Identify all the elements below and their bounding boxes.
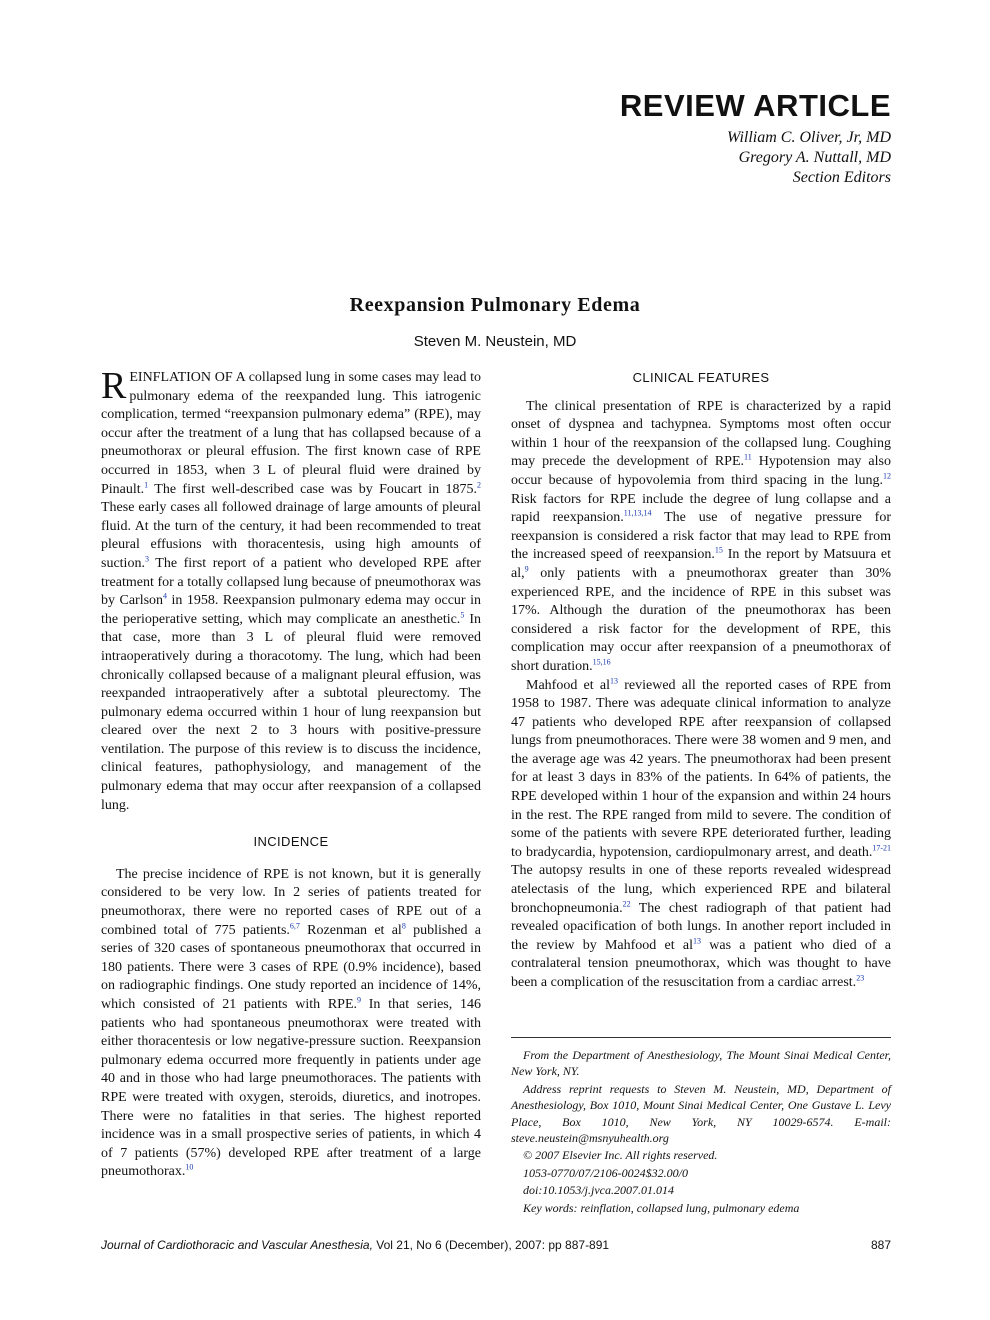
affiliation: From the Department of Anesthesiology, The Mount Sinai Medical Center, New York, NY. bbox=[511, 1048, 891, 1079]
issn: 1053-0770/07/2106-0024$32.00/0 bbox=[523, 1165, 688, 1180]
ref-link[interactable]: 11 bbox=[744, 452, 752, 462]
article-type: REVIEW ARTICLE bbox=[619, 88, 891, 123]
keywords: Key words: reinflation, collapsed lung, pulmonary edema bbox=[523, 1200, 800, 1215]
section-editor-2: Gregory A. Nuttall, MD bbox=[738, 149, 891, 166]
ref-link[interactable]: 15,16 bbox=[592, 657, 611, 667]
ref-link[interactable]: 5 bbox=[460, 610, 465, 620]
doi: doi:10.1053/j.jvca.2007.01.014 bbox=[523, 1183, 674, 1198]
ref-link[interactable]: 17-21 bbox=[872, 843, 891, 853]
intro-paragraph: REINFLATION OF A collapsed lung in some cases may lead to pulmonary edema of the reexpanded lung. This iatrogenic complication, termed “reexpansion pulmonary edema” (RPE), may occur after the treatment of a lung that has collapsed because of a pneumothorax or pleural effusion. The first known case of RPE occurred in 1853, when 3 L of pleural fluid were drained by Pinault.$^1$ The first well-described case was by Foucart in 1875.$^2$ These early cases all followed drainage of large amounts of pleural fluid. At the turn of the century, it had been recommended to treat pleural effusions with thoracentesis, using high amounts of suction.$^3$ The first report of a patient who developed RPE after treatment for a totally collapsed lung because of pneumothorax was by Carlson$^4$ in 1958. Reexpansion pulmonary edema may occur in the perioperative setting, which may complicate an anesthetic.$^5$ In that case, more than 3 L of pleural fluid were removed intraoperatively during a thoracotomy. The lung, which had been chronically collapsed because of a malignant pleural effusion, was reexpanded intraoperatively after a subtotal pleurectomy. The pulmonary edema occurred within 1 hour of lung reexpansion but cleared over the next 2 to 3 hours with positive-pressure ventilation. The purpose of this review is to discuss the incidence, clinical features, pathophysiology, and management of the pulmonary edema that may occur after reexpansion of a collapsed lung. bbox=[101, 365, 481, 813]
author-footnote bbox=[511, 1037, 891, 1217]
ref-link[interactable]: 1 bbox=[144, 479, 149, 489]
ref-link[interactable]: 12 bbox=[883, 471, 891, 481]
ref-link[interactable]: 2 bbox=[477, 479, 481, 489]
article-author: Steven M. Neustein, MD bbox=[413, 333, 577, 350]
ref-link[interactable]: 10 bbox=[185, 1162, 194, 1172]
ref-link[interactable]: 3 bbox=[144, 554, 149, 564]
reprint-address: Address reprint requests to Steven M. Neustein, MD, Department of Anesthesiology, Box 1010, Mount Sinai Medical Center, One Gustave L. Levy Place, Box 1010, New York, NY 10029-6574. E-mail: steve.neustein@msnyuhealth.org bbox=[511, 1081, 891, 1146]
ref-link[interactable]: 6,7 bbox=[289, 920, 300, 930]
page-footer bbox=[101, 1238, 891, 1252]
incidence-paragraph: The precise incidence of RPE is not known, but it is generally considered to be very low. In 2 series of patients treated for pneumothorax, there were no reported cases of RPE out of a combined total of 775 patients.$^{6,7}$ Rozenman et $al^8$ published a series of 320 cases of spontaneous pneumothorax that occurred in 180 patients. There were 3 cases of RPE (0.9% incidence), based on radiographic findings. One study reported an incidence of 14%, which consisted of 21 patients with RPE.$^9$ In that series, 146 patients who had spontaneous pneumothorax were treated with either thoracentesis or low negative-pressure suction. Reexpansion pulmonary edema occurred more frequently in patients under age 40 and in those who had large pneumothoraces. The patients with RPE were treated with oxygen, steroids, diuretics, and inotropes. There were no fatalities in that series. The highest reported incidence was in a small prospective series of patients, in which 4 of 7 patients (57%) developed RPE after treatment of a large pneumothorax.$^{10}$ bbox=[101, 866, 482, 1180]
ref-link[interactable]: 13 bbox=[610, 675, 618, 685]
section-heading-clinical-features: CLINICAL FEATURES bbox=[632, 370, 770, 385]
ref-link[interactable]: 13 bbox=[693, 936, 702, 946]
right-column bbox=[511, 369, 891, 993]
drop-cap: R bbox=[101, 365, 127, 407]
ref-link[interactable]: 11,13,14 bbox=[623, 508, 652, 518]
journal-citation: Vol 21, No 6 (December), 2007: pp 887-891 bbox=[372, 1238, 610, 1252]
ref-link[interactable]: 9 bbox=[357, 995, 362, 1005]
ref-link[interactable]: 8 bbox=[401, 920, 406, 930]
ref-link[interactable]: 22 bbox=[622, 898, 631, 908]
section-editor-role: Section Editors bbox=[792, 169, 891, 186]
ref-link[interactable]: 4 bbox=[163, 591, 168, 601]
article-header bbox=[620, 88, 891, 188]
copyright: © 2007 Elsevier Inc. All rights reserved. bbox=[523, 1148, 718, 1163]
journal-name: Journal of Cardiothoracic and Vascular Anesthesia, bbox=[101, 1238, 373, 1252]
section-editor-1: William C. Oliver, Jr, MD bbox=[727, 129, 891, 146]
left-column bbox=[101, 365, 482, 1182]
ref-link[interactable]: 23 bbox=[856, 973, 865, 983]
page-number: 887 bbox=[870, 1238, 891, 1252]
clinical-paragraph-1: The clinical presentation of RPE is characterized by a rapid onset of dyspnea and tachypnea. Symptoms most often occur within 1 hour of the reexpansion of the collapsed lung. Coughing may precede the development of RPE.$^{11}$ Hypotension may also occur because of hypovolemia from third spacing in the lung.$^{12}$ Risk factors for RPE include the degree of lung collapse and a rapid reexpansion.$^{11,13,14}$ The use of negative pressure for reexpansion is considered a risk factor that may lead to RPE from the increased speed of reexpansion.$^{15}$ In the report by Matsuura et al,$^9$ only patients with a pneumothorax greater than 30% experienced RPE, and the incidence of RPE in this subset was 17%. Although the duration of the pneumothorax has been considered a risk factor for the development of RPE, this complication may occur after reexpansion of a pneumothorax of short duration.$^{15,16}$ bbox=[511, 398, 891, 674]
section-heading-incidence: INCIDENCE bbox=[253, 834, 329, 850]
clinical-paragraph-2: Mahfood et $al^{13}$ reviewed all the reported cases of RPE from 1958 to 1987. There was adequate clinical information to analyze 47 patients who developed RPE after reexpansion of collapsed lungs from pneumothoraces. There were 38 women and 9 men, and the average age was 42 years. The pneumothorax had been present for at least 3 days in 83% of the patients. In 64% of patients, the RPE developed within 1 hour of the expansion and within 24 hours in the rest. The RPE ranged from mild to severe. The condition of some of the patients with severe RPE deteriorated further, leading to bradycardia, hypotension, cardiopulmonary arrest, and death.$^{17-21}$ The autopsy results in one of these reports revealed widespread atelectasis of the lung, which experienced RPE and bilateral bronchopneumonia.$^{22}$ The chest radiograph of that patient had revealed opacification of both lungs. In another report included in the review by Mahfood et $al^{13}$ was a patient who died of a contralateral tension pneumothorax, which was thought to have been a complication of the resuscitation from a cardiac arrest.$^{23}$ bbox=[511, 675, 891, 990]
ref-link[interactable]: 15 bbox=[714, 545, 723, 555]
article-title: Reexpansion Pulmonary Edema bbox=[349, 294, 641, 316]
ref-link[interactable]: 9 bbox=[524, 564, 529, 574]
